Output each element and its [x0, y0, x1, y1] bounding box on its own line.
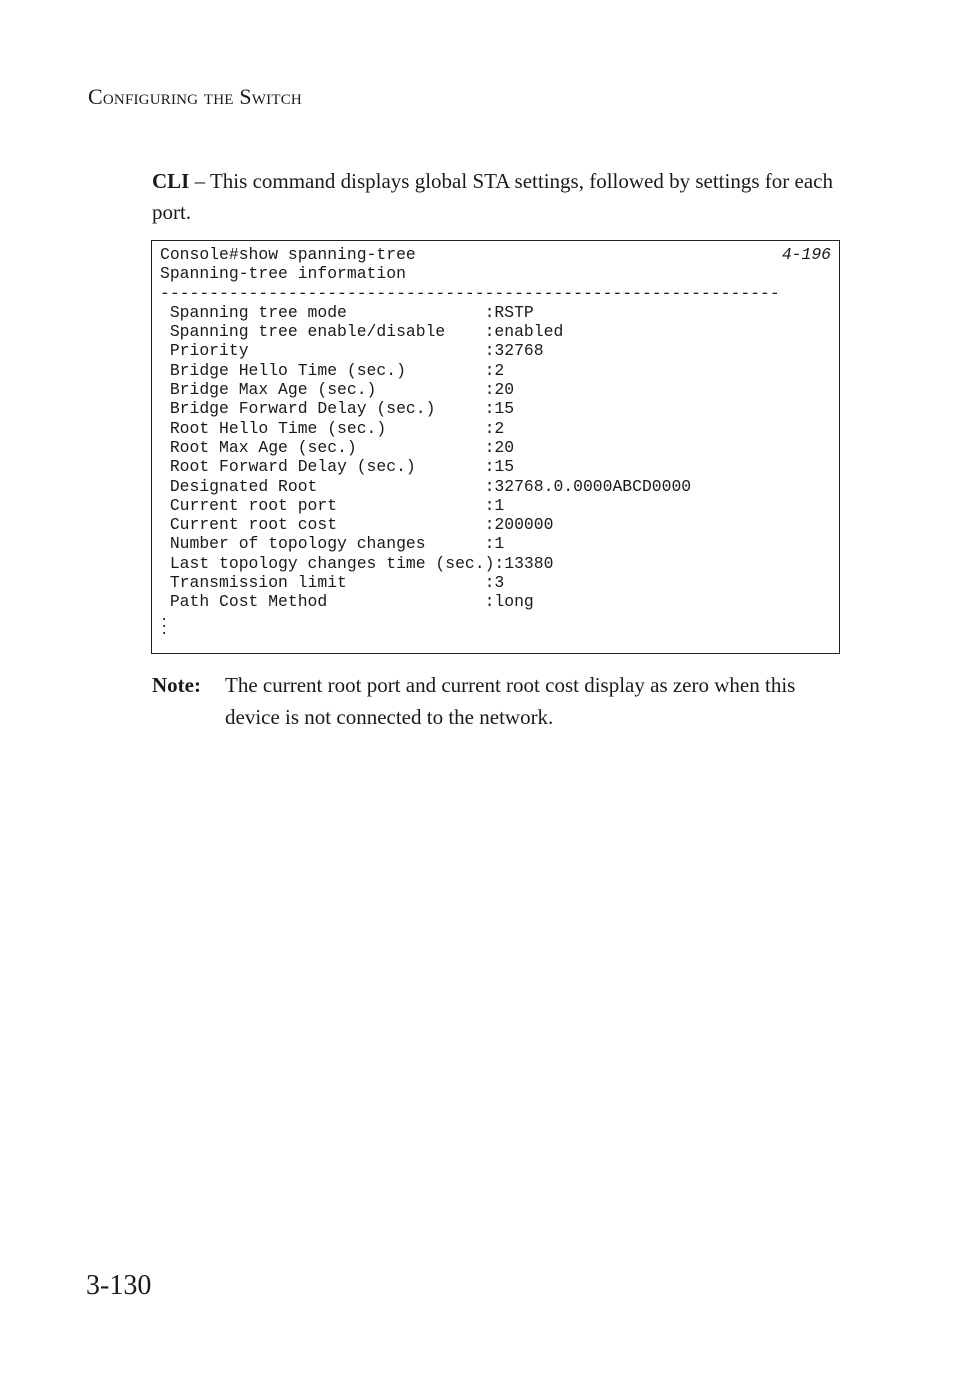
running-head: Configuring the Switch	[88, 84, 302, 109]
command-reference: 4-196	[781, 245, 831, 264]
note-block	[152, 669, 852, 733]
console-heading: Spanning-tree information	[160, 264, 406, 284]
cli-label: CLI	[152, 169, 190, 193]
console-line-spanning-tree-mode: Spanning tree mode :RSTP	[160, 302, 534, 322]
console-line-bridge-max-age: Bridge Max Age (sec.) :20	[160, 380, 515, 400]
note-label: Note:	[152, 673, 201, 697]
note-text: The current root port and current root cost display as zero when this device is not connected to the network.	[225, 673, 796, 729]
intro-paragraph	[152, 166, 852, 228]
console-line-priority: Priority :32768	[160, 341, 544, 361]
console-output-box	[151, 240, 840, 654]
console-line-last-topology-change-time: Last topology changes time (sec.):13380	[160, 553, 554, 573]
console-line-current-root-port: Current root port :1	[160, 495, 505, 515]
console-line-root-forward-delay: Root Forward Delay (sec.) :15	[160, 457, 515, 477]
console-line-path-cost-method: Path Cost Method :long	[160, 592, 534, 612]
intro-text: – This command displays global STA settings, followed by settings for each port.	[152, 169, 833, 224]
console-line-bridge-forward-delay: Bridge Forward Delay (sec.) :15	[160, 399, 515, 419]
console-line-transmission-limit: Transmission limit :3	[160, 573, 505, 593]
console-line-root-max-age: Root Max Age (sec.) :20	[160, 437, 515, 457]
console-command: Console#show spanning-tree	[160, 245, 416, 264]
console-line-root-hello-time: Root Hello Time (sec.) :2	[160, 418, 505, 438]
console-separator: ---------------------------------------------------------------	[160, 283, 780, 303]
console-line-topology-changes: Number of topology changes :1	[160, 534, 505, 554]
continuation-dots: . . .	[160, 608, 169, 639]
page-number: 3-130	[86, 1270, 152, 1301]
console-line-enable-disable: Spanning tree enable/disable :enabled	[160, 322, 564, 342]
console-line-bridge-hello-time: Bridge Hello Time (sec.) :2	[160, 360, 505, 380]
console-line-designated-root: Designated Root :32768.0.0000ABCD0000	[160, 476, 692, 496]
console-command-line	[160, 245, 831, 264]
console-line-current-root-cost: Current root cost :200000	[160, 515, 554, 535]
